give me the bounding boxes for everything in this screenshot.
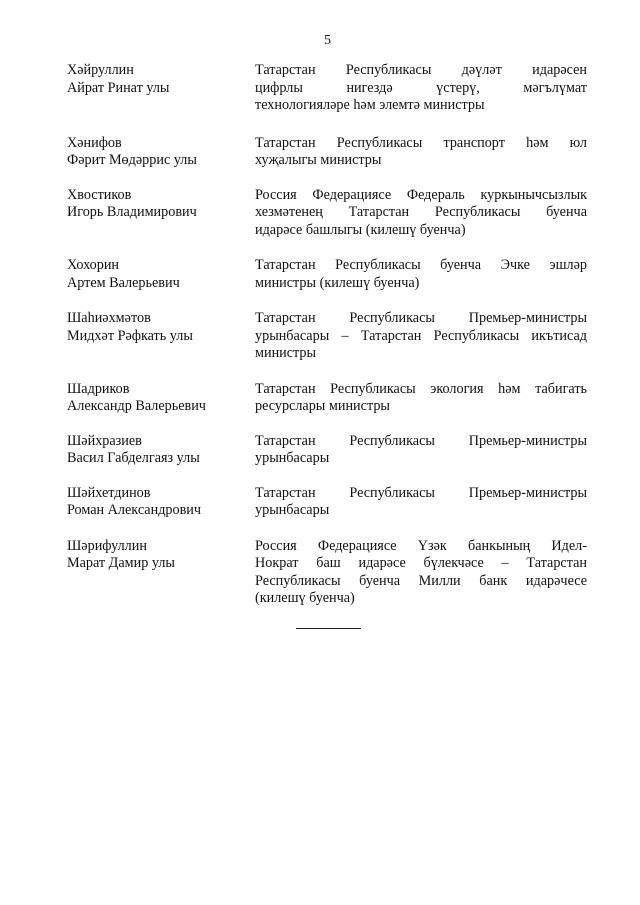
official-position <box>255 135 587 170</box>
given-name: Роман Александрович <box>67 502 202 518</box>
official-name <box>67 485 255 520</box>
position-line: министры (килешү буенча) <box>255 274 420 291</box>
official-position <box>255 485 587 520</box>
position-line: Нократ баш идарәсе бүлекчәсе – Татарстан <box>255 555 587 571</box>
official-position <box>255 433 587 468</box>
position-line: идарәсе башлыгы (килешү буенча) <box>255 221 466 238</box>
surname: Шадриков <box>67 380 130 397</box>
position-line: Татарстан Республикасы буенча Эчке эшләр <box>255 257 587 273</box>
official-position <box>255 257 587 292</box>
official-position <box>255 187 587 240</box>
position-line: урынбасары – Татарстан Республикасы икътисад <box>255 327 587 344</box>
position-line: Татарстан Республикасы Премьер-министры <box>255 432 587 449</box>
list-item <box>67 381 587 416</box>
official-position <box>255 381 587 416</box>
official-name <box>67 538 255 608</box>
position-line: хезмәтенең Татарстан Республикасы буенча <box>255 204 587 220</box>
official-name <box>67 187 255 240</box>
surname: Хвостиков <box>67 186 132 203</box>
position-line: урынбасары <box>255 450 330 466</box>
given-name: Артем Валерьевич <box>67 274 180 291</box>
given-name: Игорь Владимирович <box>67 204 197 220</box>
given-name: Васил Габделгаяз улы <box>67 450 200 466</box>
position-line: Татарстан Республикасы экология һәм табигать <box>255 380 587 397</box>
list-item <box>67 187 587 240</box>
official-name <box>67 62 255 115</box>
surname: Шәйхетдинов <box>67 484 151 501</box>
surname: Хохорин <box>67 257 120 273</box>
list-item <box>67 433 587 468</box>
position-line: технологияләре һәм элемтә министры <box>255 97 485 113</box>
given-name: Марат Дамир улы <box>67 555 175 571</box>
list-item <box>67 310 587 363</box>
position-line: Республикасы буенча Милли банк идарәчесе <box>255 572 587 589</box>
official-name <box>67 135 255 170</box>
list-item <box>67 485 587 520</box>
position-line: Татарстан Республикасы Премьер-министры <box>255 310 587 326</box>
position-line: хуҗалыгы министры <box>255 152 382 168</box>
position-line: Татарстан Республикасы дәүләт идарәсен <box>255 62 587 78</box>
end-of-list-rule <box>296 628 361 629</box>
surname: Шәйхразиев <box>67 432 142 449</box>
official-position <box>255 310 587 363</box>
position-line: министры <box>255 345 317 361</box>
given-name: Айрат Ринат улы <box>67 79 170 96</box>
page-number: 5 <box>324 33 331 48</box>
list-item <box>67 257 587 292</box>
list-item <box>67 538 587 608</box>
list-item <box>67 62 587 115</box>
list-item <box>67 135 587 170</box>
position-line: Татарстан Республикасы транспорт һәм юл <box>255 134 587 151</box>
surname: Хәнифов <box>67 134 122 151</box>
position-line: урынбасары <box>255 502 330 518</box>
official-name <box>67 310 255 363</box>
position-line: Татарстан Республикасы Премьер-министры <box>255 484 587 501</box>
official-name <box>67 433 255 468</box>
position-line: (килешү буенча) <box>255 590 355 606</box>
position-line: Россия Федерациясе Федераль куркынычсызлык <box>255 186 587 203</box>
official-name <box>67 381 255 416</box>
position-line: Россия Федерациясе Үзәк банкының Идел- <box>255 537 587 554</box>
official-name <box>67 257 255 292</box>
given-name: Александр Валерьевич <box>67 398 206 414</box>
official-position <box>255 538 587 608</box>
surname: Хәйруллин <box>67 62 134 78</box>
given-name: Фәрит Мөдәррис улы <box>67 152 197 168</box>
given-name: Мидхәт Рәфкать улы <box>67 327 193 344</box>
position-line: ресурслары министры <box>255 398 390 414</box>
surname: Шәрифуллин <box>67 537 147 554</box>
position-line: цифрлы нигездә үстерү, мәгълүмат <box>255 79 587 96</box>
official-position <box>255 62 587 115</box>
officials-list <box>67 62 587 608</box>
surname: Шаһиәхмәтов <box>67 310 151 326</box>
